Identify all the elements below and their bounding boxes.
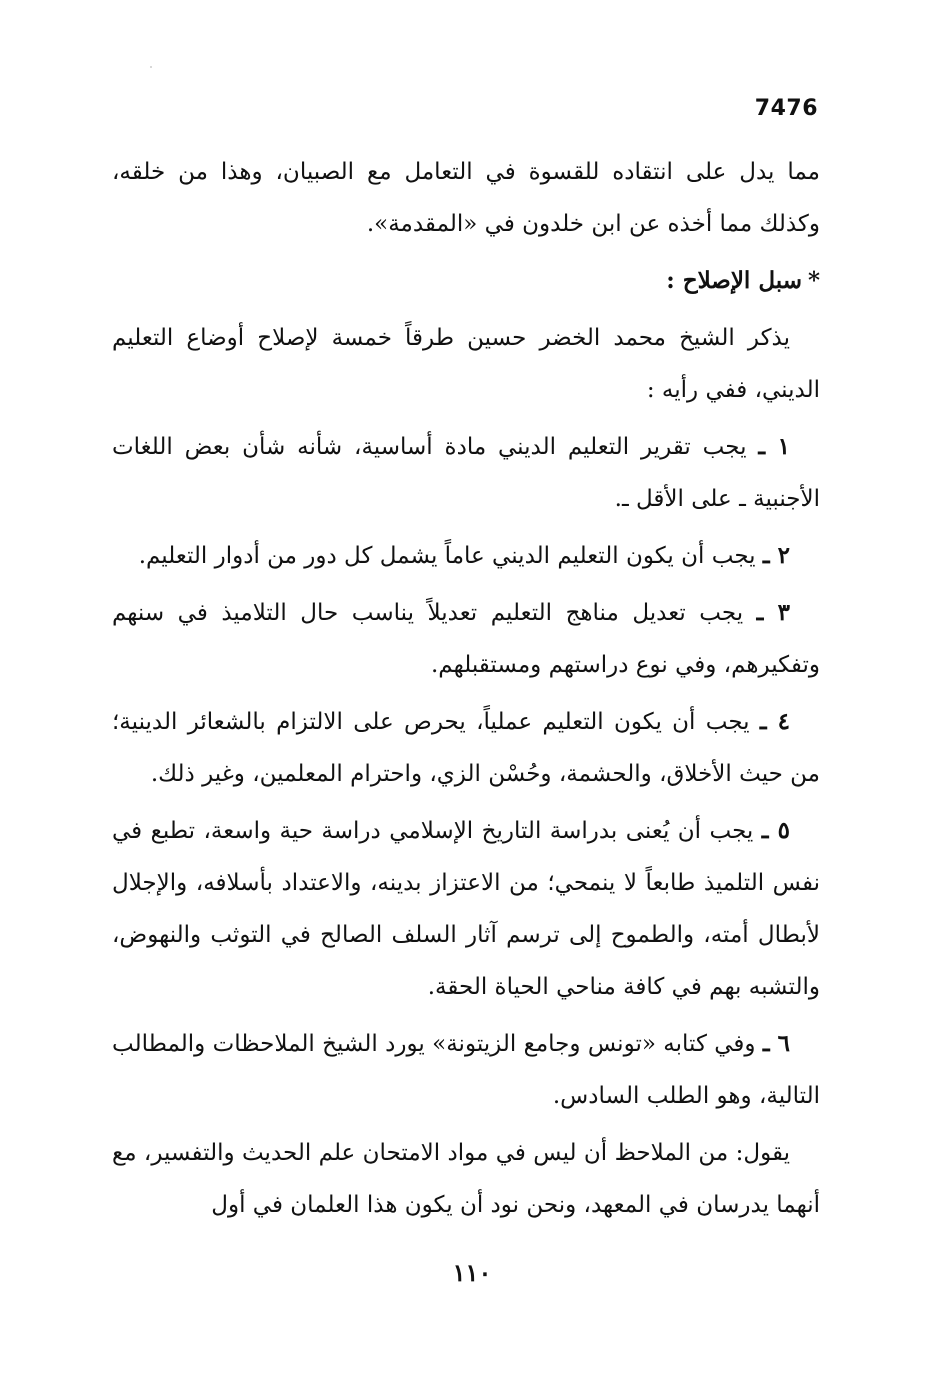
star-bullet: * [807,267,820,294]
paragraph-9: يقول: من الملاحظ أن ليس في مواد الامتحان علم الحديث والتفسير، مع أنهما يدرسان في المعهد، ونحن نود أن يكون هذا العلمان في أول [112,1140,820,1218]
list-number: ٥ ـ [761,817,791,844]
list-item-text: يجب تقرير التعليم الديني مادة أساسية، شأنه شأن بعض اللغات الأجنبية ـ على الأقل ـ. [112,434,820,512]
section-heading [112,255,820,307]
list-item-text: وفي كتابه «تونس وجامع الزيتونة» يورد الشيخ الملاحظات والمطالب التالية، وهو الطلب السادس. [112,1031,820,1109]
body-text [112,146,820,1231]
paragraph-2: يذكر الشيخ محمد الخضر حسين طرقاً خمسة لإصلاح أوضاع التعليم الديني، ففي رأيه : [112,325,820,403]
section-heading-text: سبل الإصلاح : [666,267,802,294]
list-item-3 [112,587,820,691]
list-number: ٦ ـ [762,1030,791,1057]
list-number: ١ ـ [758,433,791,460]
list-number: ٣ ـ [756,599,791,626]
list-item-2 [112,530,820,582]
scan-speck [150,66,152,68]
list-item-6 [112,1018,820,1122]
list-item-5 [112,805,820,1013]
list-item-text: يجب تعديل مناهج التعليم تعديلاً يناسب حال التلاميذ في سنهم وتفكيرهم، وفي نوع دراستهم ومستقبلهم. [112,600,820,678]
list-number: ٢ ـ [762,542,790,569]
list-number: ٤ ـ [759,708,791,735]
paragraph-1: مما يدل على انتقاده للقسوة في التعامل مع الصبيان، وهذا من خلقه، وكذلك مما أخذه عن ابن خلدون في «المقدمة». [112,159,820,237]
list-item-text: يجب أن يكون التعليم عملياً، يحرص على الالتزام بالشعائر الدينية؛ من حيث الأخلاق، والحشمة، وحُسْن الزي، واحترام المعلمين، وغير ذلك. [112,709,820,787]
list-item-text: يجب أن يكون التعليم الديني عاماً يشمل كل دور من أدوار التعليم. [138,543,756,569]
list-item-1 [112,421,820,525]
list-item-text: يجب أن يُعنى بدراسة التاريخ الإسلامي دراسة حية واسعة، تطبع في نفس التلميذ طابعاً لا ينمحي؛ من الاعتزاز بدينه، والاعتداد بأسلافه، والإجلال لأبطال أمته، والطموح إلى ترسم آثار السلف الصالح في التوثب والنهوض، والتشبه بهم في كافة مناحي الحياة الحقة. [112,818,820,1000]
page-id: 7476 [754,96,818,121]
page-number: ١١٠ [452,1258,492,1287]
list-item-4 [112,696,820,800]
